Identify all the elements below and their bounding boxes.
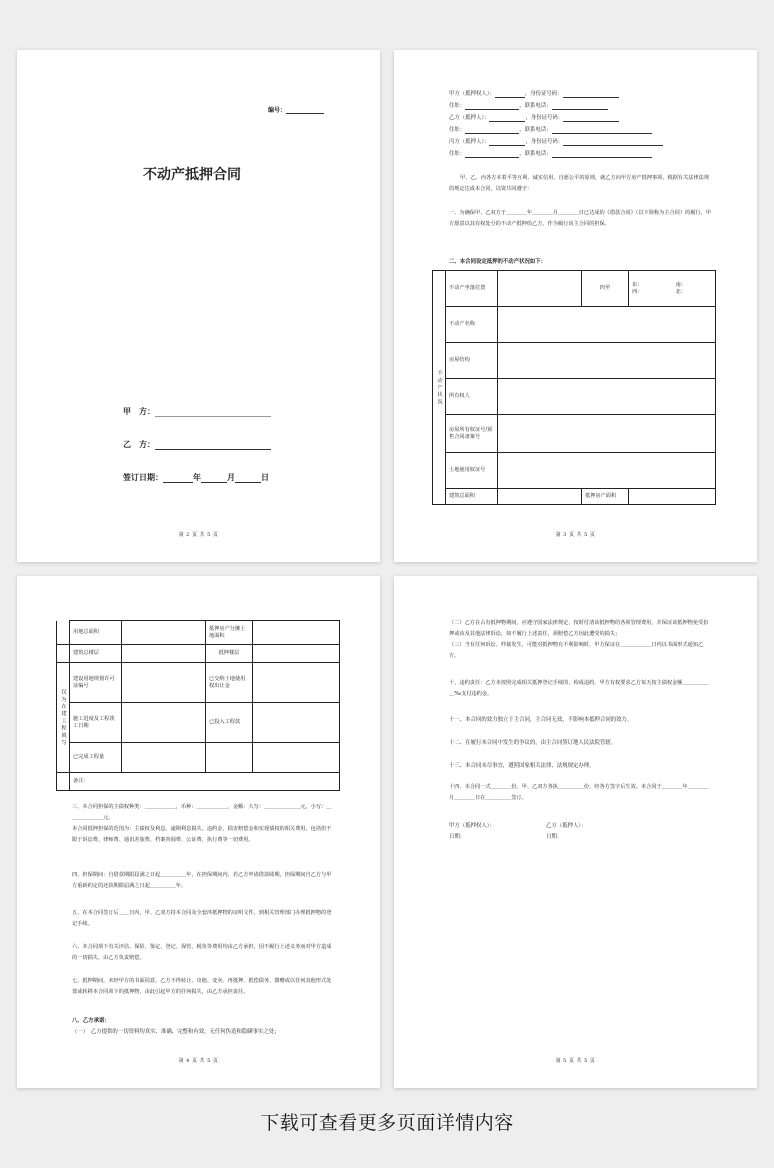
clause-3-b: 本合同抵押担保的范围为：主债权及利息、逾期利息损失、违约金、损害赔偿金和实现债权的相关费用，包括但不限于诉讼费、律师费、通讯差旅费、档案查阅费、公证费、执行费等一切费用。 (72, 826, 332, 843)
side-label: 仅为在建工程填写 (57, 663, 70, 773)
clause-12: 十二、在履行本合同中发生的争议的，由主合同签订地人民法院管辖。 (449, 740, 617, 746)
clause-3-a: 三、本合同担保的主债权种类：＿＿＿＿＿＿，币种：＿＿＿＿＿＿，金额：大写：＿＿＿＿＿＿＿元，小写：＿＿＿＿＿＿＿元。 (72, 804, 332, 821)
north-label: 北： (675, 288, 686, 295)
party-label: 甲方（抵押权人）： (449, 91, 495, 97)
blank (563, 91, 619, 98)
clause-11: 十一、本合同的效力独立于主合同，主合同无效，不影响本抵押合同的效力。 (449, 717, 633, 723)
blank (552, 127, 652, 134)
contract-number (268, 104, 324, 114)
address-label: 住址： (449, 103, 466, 109)
contract-page-4 (17, 576, 380, 1088)
address-label: 住址： (449, 151, 466, 157)
id-label: ，身份证号码： (524, 91, 563, 97)
mortgage-land-value (253, 621, 340, 645)
clause-6: 六、本合同项下有关评估、保险、鉴定、登记、保管、税负等费用均由乙方承担，因不履行上述义务而对甲方造成的一切损失，由乙方负责赔偿。 (72, 944, 332, 961)
construction-date-label: 施工进度及工程竣工日期 (70, 703, 122, 743)
blank (563, 139, 663, 146)
party-a-blank (155, 407, 271, 417)
mortgage-area-value (629, 489, 716, 505)
planning-permit-value (122, 663, 206, 703)
party-label: 乙方（抵押人）： (449, 115, 490, 121)
planning-permit-label: 建设用地规划许可证编号 (70, 663, 122, 703)
clause-14: 十四、本合同一式＿＿＿＿份，甲、乙双方各执＿＿＿＿＿份，经各方签字后生效。本合同于＿＿＿＿年＿＿＿＿月＿＿＿＿日在＿＿＿＿＿签订。 (449, 784, 709, 801)
blank-cell (57, 621, 70, 645)
mortgage-floor-label: 抵押楼层 (206, 645, 253, 663)
party-3-row-1 (449, 138, 663, 146)
signature-party-a: 甲方（抵押权人）： (449, 823, 495, 829)
completed-value (122, 743, 206, 773)
total-floors-label: 建筑总楼层 (70, 645, 122, 663)
total-floors-value (122, 645, 206, 663)
clause-2-title: 二、本合同设定抵押的不动产状况如下： (449, 259, 547, 265)
boundaries-value (629, 271, 716, 307)
building-area-label: 建筑总面积 (446, 489, 498, 505)
signature-party-b: 乙方（抵押人）： (546, 823, 587, 829)
phone-label: ，联系电话： (519, 127, 552, 133)
party-b-blank (155, 440, 271, 450)
party-a-label: 甲 方： (123, 407, 155, 416)
clause-13: 十三、本合同未尽事宜，遵照国家相关法律、法规规定办理。 (449, 763, 595, 769)
party-b-label: 乙 方： (123, 440, 155, 449)
date-party-b: 日期： (546, 834, 563, 840)
page-footer: 第 2 页 共 5 页 (178, 532, 219, 538)
completed-label: 已完成工程量 (70, 743, 122, 773)
party-2-row-1 (449, 114, 619, 122)
land-area-label: 用地总面积 (70, 621, 122, 645)
name-value (498, 307, 716, 343)
mortgage-area-label: 抵押房产面积 (582, 489, 629, 505)
page-title: 不动产抵押合同 (143, 167, 241, 183)
phone-label: ，联系电话： (519, 103, 552, 109)
blank (563, 115, 619, 122)
id-label: ，身份证号码： (525, 115, 564, 121)
blank (552, 103, 608, 110)
clause-8-title: 八、乙方承诺： (72, 1018, 110, 1024)
page-footer: 第 4 页 共 5 页 (178, 1058, 219, 1064)
sign-date-label: 签订日期： (123, 473, 163, 482)
party-1-row-1 (449, 90, 619, 98)
contract-page-5 (394, 576, 757, 1088)
clause-8-2: （二）乙方在占有抵押物期间，应遵守国家法律规定，按时付清该抵押物的各项管理费用，并保证该抵押物免受扣押或该及其他法律诉讼，如不履行上述责任，须赔偿乙方因此遭受的损失； (449, 620, 709, 637)
structure-value (498, 343, 716, 379)
location-label: 不动产坐落位置 (446, 271, 498, 307)
mortgage-land-label: 抵押房产分摊土地面积 (206, 621, 253, 645)
land-fee-label: 已交纳土地使用权出让金 (206, 663, 253, 703)
construction-table (56, 620, 340, 791)
location-value (498, 271, 582, 307)
blank-cell (57, 645, 70, 663)
blank (465, 103, 519, 110)
owner-value (498, 379, 716, 415)
sign-date-line (123, 472, 269, 483)
day-blank (235, 473, 261, 483)
clause-8-1: （一） 乙方提供的一切资料均真实、准确、完整和有效，无任何伪造和隐瞒事实之处； (72, 1029, 280, 1035)
invested-value (253, 703, 340, 743)
land-cert-value (498, 453, 716, 489)
phone-label: ，联系电话： (519, 151, 552, 157)
party-b-line (123, 439, 271, 450)
owner-label: 所有权人 (446, 379, 498, 415)
year-label: 年 (193, 473, 201, 482)
blank-cell (57, 773, 70, 791)
id-label: ，身份证号码： (525, 139, 564, 145)
party-1-row-2 (449, 102, 608, 110)
clause-1: 一、为确保甲、乙双方于＿＿＿＿年＿＿＿＿月＿＿＿＿日已达成的《借款合同》（以下简称为主合同）的履行，甲方愿意以其有权处分的不动产抵押给乙方，作为履行该主合同的担保。 (449, 210, 711, 227)
blank (465, 151, 519, 158)
blank (495, 91, 525, 98)
blank (489, 115, 525, 122)
blank (489, 139, 525, 146)
clause-5: 五、在本合同签订后＿＿日内，甲、乙双方持本合同及全套涉抵押物的证明文件，到相关管理部门办理抵押物的登记手续。 (72, 910, 332, 927)
south-label: 南： (675, 281, 686, 288)
number-label: 编号： (267, 107, 286, 114)
contract-page-2 (17, 50, 380, 562)
clause-8-3: （三）当有任何诉讼、仲裁发生，可能对抵押物有不利影响时，甲方保证在＿＿＿＿＿＿日内以书面形式通知乙方。 (449, 642, 704, 659)
clause-4: 四、担保期间：自借款期限届满之日起＿＿＿＿＿年，在担保期间内，若乙方申请借款续期，担保期间自乙方与甲方重新约定的还款期限届满之日起＿＿＿＿＿年。 (72, 872, 332, 889)
remark-label: 备注： (70, 773, 340, 791)
land-fee-value (253, 663, 340, 703)
party-3-row-2 (449, 150, 652, 158)
download-caption: 下载可查看更多页面详情内容 (260, 1112, 514, 1134)
land-area-value (122, 621, 206, 645)
construction-date-value (122, 703, 206, 743)
certificate-value (498, 415, 716, 453)
mortgage-floor-value (253, 645, 340, 663)
month-blank (201, 473, 227, 483)
contract-page-3 (394, 50, 757, 562)
certificate-label: 房屋所有权证号/预售合同备案号 (446, 415, 498, 453)
blank-cell (253, 743, 340, 773)
land-cert-label: 土地使用权证号 (446, 453, 498, 489)
month-label: 月 (227, 473, 235, 482)
address-label: 住址： (449, 127, 466, 133)
name-label: 不动产名称 (446, 307, 498, 343)
party-label: 丙方（抵押人）： (449, 139, 490, 145)
number-blank (286, 104, 324, 114)
party-2-row-2 (449, 126, 652, 134)
intro-paragraph: 甲、乙、丙各方本着平等互利、诚实信用、自愿公平的原则，就乙方向甲方房产抵押事项，根据有关法律法规的规定达成本合同，以资共同遵守： (449, 175, 710, 192)
blank-cell (206, 743, 253, 773)
boundaries-label: 四至 (582, 271, 629, 307)
party-a-line (123, 406, 271, 417)
day-label: 日 (261, 473, 269, 482)
building-area-value (498, 489, 582, 505)
page-footer: 第 5 页 共 5 页 (555, 1058, 596, 1064)
structure-label: 房屋结构 (446, 343, 498, 379)
property-table (432, 270, 716, 505)
blank (465, 127, 519, 134)
year-blank (163, 473, 193, 483)
blank (552, 151, 652, 158)
date-party-a: 日期： (449, 834, 466, 840)
clause-10: 十、违约责任：乙方未按照完成相关抵押登记手续的，构成违约，甲方有权要求乙方每天按主债权金额＿＿＿＿＿＿‰支付违约金。 (449, 680, 709, 697)
side-label: 不动产状况 (433, 271, 446, 505)
west-label: 西： (632, 288, 643, 295)
east-label: 东： (632, 281, 643, 288)
invested-label: 已投入工程款 (206, 703, 253, 743)
clause-7: 七、抵押期间，未经甲方的书面同意，乙方不得转让、出租、变卖、再抵押、抵偿债务、馈赠或以任何其他形式处置或转移本合同项下的抵押物，由此引起甲方的任何损失，由乙方承担责任。 (72, 978, 332, 995)
page-footer: 第 3 页 共 5 页 (555, 532, 596, 538)
